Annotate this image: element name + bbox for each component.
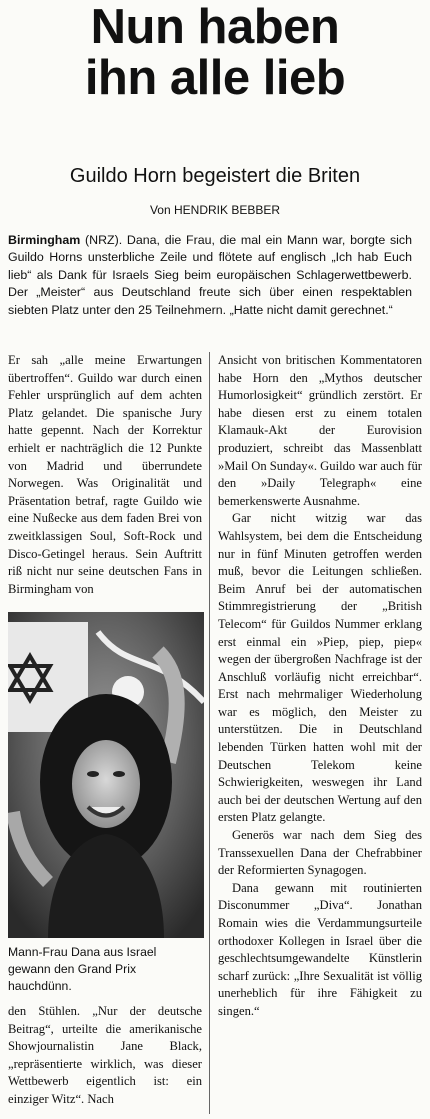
- left-column-bottom: [8, 1003, 202, 1109]
- right-column: [218, 352, 422, 1021]
- left-column-top: [8, 352, 202, 598]
- left-column-paragraph-2: den Stühlen. „Nur der deutsche Beitrag“, urteilte die amerikanische Showjournalistin Jane Black, „repräsentierte wirklich, was dieser Wettbewerb eigentlich ist: ein einziger Witz“. Nach: [8, 1004, 202, 1106]
- column-divider: [209, 352, 210, 1114]
- right-column-paragraph-2: Gar nicht witzig war das Wahlsystem, bei dem die Entscheidung nur in fünf Minuten getroffen werden muß, bevor die Leitungen schließen. Beim Anruf bei der automatischen Stimmregistrierung der „British Telecom“ für Guildos Nummer erklang erst einmal ein »Piep, piep, piep« wegen der übergroßen Nachfrage ist der Anschluß vorläufig nicht erreichbar“. Erst nach mehrmaliger Wiederholung war es möglich, den Meister zu unterstützen. Die in Deutschland lebenden Türken hatten wohl mit der Deutschen Telekom keine Schwierigkeiten, weswegen ihr Land auch bei der deutschen Wertung auf den ersten Platz gelangte.: [218, 511, 422, 825]
- headline-line-1: Nun haben: [90, 0, 340, 54]
- byline: Von HENDRIK BEBBER: [149, 203, 281, 217]
- right-column-paragraph-3: Generös war nach dem Sieg des Transsexuellen Dana der Chefrabbiner der Reformierten Synagogen.: [218, 828, 422, 878]
- photo-dana: [8, 612, 204, 938]
- photo-caption: Mann-Frau Dana aus Israel gewann den Grand Prix hauchdünn.: [8, 945, 157, 993]
- photo-dana-image: [8, 612, 204, 938]
- headline-line-2: ihn alle lieb: [84, 51, 346, 105]
- lead-paragraph: [8, 232, 412, 319]
- left-column-paragraph-1: Er sah „alle meine Erwartungen übertroffen“. Guildo war durch einen Fehler ursprünglich auf dem achten Platz gelandet. Die spanische Jury hatte gepennt. Nach der Korrektur erhielt er nachträglich die 12 Punkte von Madrid und überrundete Norwegen. Was Originalität und Präsentation betraf, ragte Guildo wie eine Nußecke aus dem faden Brei von zweitklassigen Soul, Soft-Rock und Disco-Getingel heraus. Sein Auftritt riß nicht nur seine deutschen Fans in Birmingham von: [8, 353, 202, 596]
- subheadline: Guildo Horn begeistert die Briten: [69, 165, 361, 187]
- right-column-paragraph-1: Ansicht von britischen Kommentatoren habe Horn den „Mythos deutscher Humorlosigkeit“ gründlich zerstört. Er habe diesen erst zu einem totalen Klamauk-Akt der Eurovision produziert, schreibt das Massenblatt »Mail On Sunday«. Guildo war auch für den »Daily Telegraph« eine bemerkenswerte Ausnahme.: [218, 353, 422, 508]
- lead-text: (NRZ). Dana, die Frau, die mal ein Mann war, borgte sich Guildo Horns unsterbliche Zeile und flötete auf englisch „Ich hab Euch lieb“ als Dank für Israels Sieg beim europäischen Schlagerwettbewerb. Der „Meister“ aus Deutschland freute sich über einen respektablen siebten Platz unter den 25 Teilnehmern. „Hatte nicht damit gerechnet.“: [8, 233, 412, 317]
- right-column-paragraph-4: Dana gewann mit routinierten Disconummer „Diva“. Jonathan Romain wies die Verdammungsurteile orthodoxer Kollegen in Israel über die geschlechtsumgewandelte Künstlerin scharf zurück: „Ihre Sexualität ist völlig unerheblich für ihre Fähigkeit zu singen.“: [218, 880, 422, 1018]
- dateline-place: Birmingham: [8, 233, 81, 247]
- headline: [0, 2, 430, 104]
